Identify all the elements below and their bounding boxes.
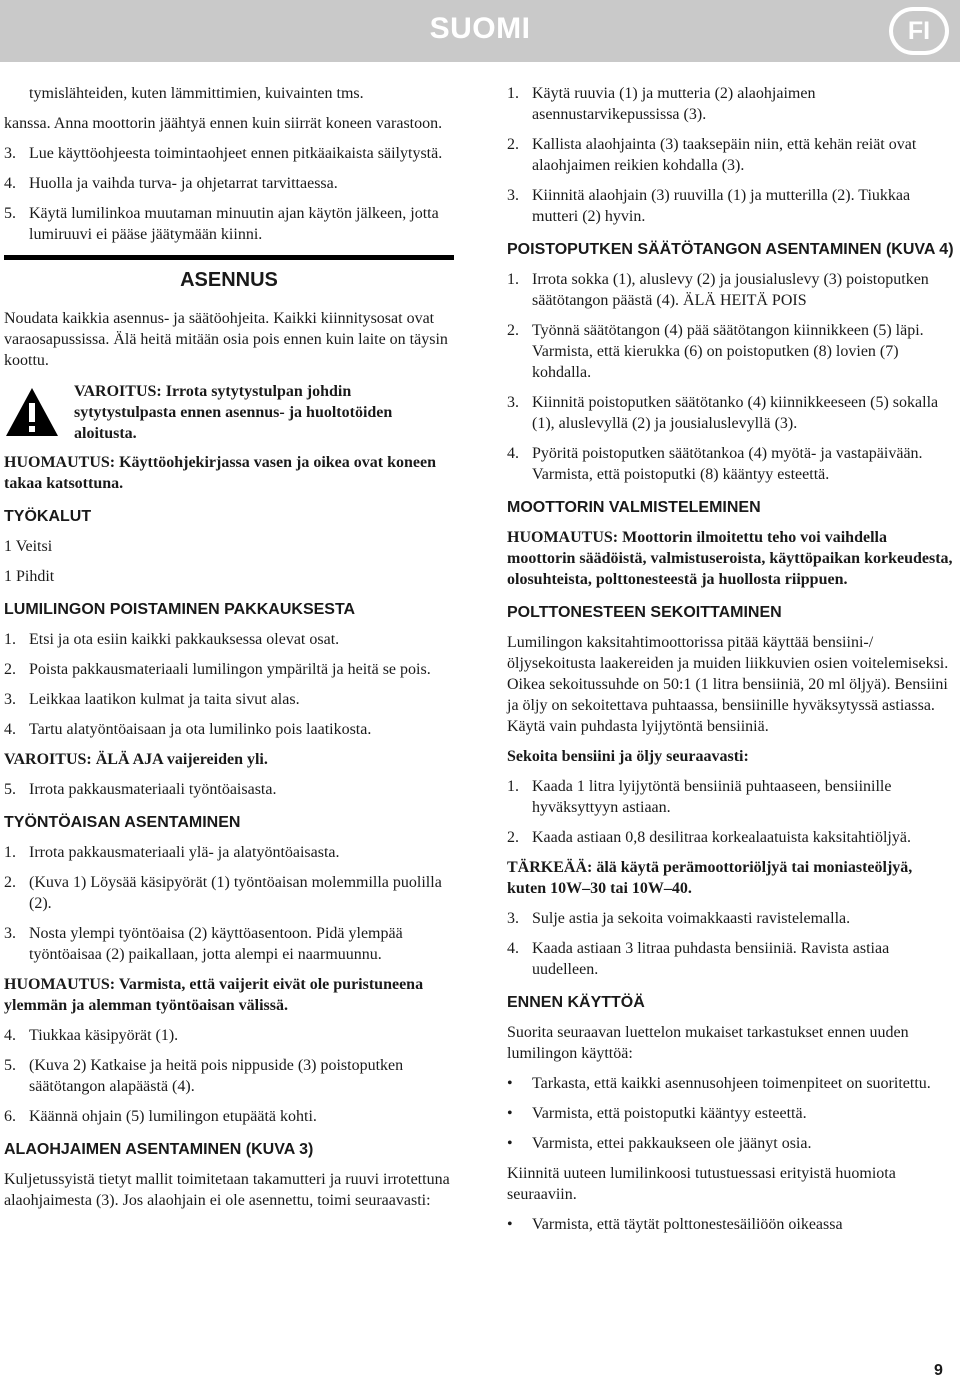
list-item (507, 185, 955, 227)
list-item (507, 269, 955, 311)
list-item (4, 143, 454, 164)
item-text: Etsi ja ota esiin kaikki pakkauksessa olevat osat. (29, 631, 340, 648)
unpack-warning: VAROITUS: ÄLÄ AJA vaijereiden yli. (4, 751, 268, 768)
fuel-text: Lumilingon kaksitahtimoottorissa pitää käyttää bensiini-/öljysekoitusta laakereiden ja muiden liikkuvien osien voitelemiseksi. Oikea sekoitussuhde on 50:1 (1 litra bensiiniä, 20 ml öljyä). Bensiini ja öljy on sekoitettava puhtaassa, bensiinille hyväksytyssä astiassa. Käytä vain puhdasta lyijytöntä bensiiniä. (507, 634, 949, 735)
list-item (4, 779, 454, 800)
list-item (507, 908, 955, 929)
bullet-text: Varmista, että täytät polttonestesäiliöön oikeassa (532, 1216, 843, 1233)
item-number: 1. (507, 778, 519, 795)
mix-heading: Sekoita bensiini ja öljy seuraavasti: (507, 748, 749, 765)
fuel-heading: POLTTONESTEEN SEKOITTAMINEN (507, 604, 782, 621)
item-text: Sulje astia ja sekoita voimakkaasti ravistelemalla. (532, 910, 851, 927)
item-text: Työnnä säätötangon (4) pää säätötangon kiinnikkeen (5) läpi. Varmista, että kierukka (6) on poistoputken (8) lovien (7) kohdalla. (532, 322, 924, 381)
item-text: Kiinnitä poistoputken säätötanko (4) kiinnikkeeseen (5) sokalla (1), aluslevyllä (2) ja jousialuslevyllä (3). (532, 394, 939, 432)
page-header (0, 0, 960, 62)
skid-text: Kuljetussyistä tietyt mallit toimitetaan takamutteri ja ruuvi irrotettuna alaohjaimesta (3). Jos alaohjain ei ole asennettu, toimi seuraavasti: (4, 1171, 450, 1209)
language-badge: FI (893, 11, 945, 51)
item-number: 3. (4, 925, 16, 942)
unpack-heading: LUMILINGON POISTAMINEN PAKKAUKSESTA (4, 601, 356, 618)
item-number: 4. (4, 175, 16, 192)
page-number: 9 (934, 1362, 943, 1379)
tool-item: 1 Veitsi (4, 538, 53, 555)
item-number: 3. (507, 394, 519, 411)
item-text: Käytä ruuvia (1) ja mutteria (2) alaohjaimen asennustarvikepussissa (3). (532, 85, 816, 123)
assembly-text: Noudata kaikkia asennus- ja säätöohjeita. Kaikki kiinnitysosat ovat varaosapussissa. Älä heitä mitään osia pois ennen kuin laite on täysin koottu. (4, 310, 448, 369)
item-number: 1. (507, 85, 519, 102)
intro-text-2: kanssa. Anna moottorin jäähtyä ennen kuin siirrät koneen varastoon. (4, 115, 443, 132)
item-text: Kaada 1 litra lyijytöntä bensiiniä puhtaaseen, bensiinille hyväksyttyyn astiaan. (532, 778, 892, 816)
item-text: Käytä lumilinkoa muutaman minuutin ajan käytön jälkeen, jotta lumiruuvi ei pääse jäätymään kiinni. (29, 205, 439, 243)
left-column (4, 83, 454, 1220)
item-number: 4. (507, 445, 519, 462)
warning-triangle-icon (4, 386, 60, 438)
item-text: Irrota pakkausmateriaali työntöaisasta. (29, 781, 277, 798)
item-text: Tiukkaa käsipyörät (1). (29, 1027, 179, 1044)
bullet-item (507, 1103, 955, 1124)
item-text: Lue käyttöohjeesta toimintaohjeet ennen pitkäaikaista säilytystä. (29, 145, 443, 162)
list-item (507, 938, 955, 980)
item-text: Huolla ja vaihda turva- ja ohjetarrat tarvittaessa. (29, 175, 338, 192)
intro-line-2 (4, 113, 454, 134)
item-number: 2. (507, 829, 519, 846)
list-item (4, 1106, 454, 1127)
language-title: SUOMI (429, 12, 531, 45)
item-text: Poista pakkausmateriaali lumilingon ympäriltä ja heitä se pois. (29, 661, 431, 678)
warning-block (4, 381, 454, 444)
list-item (507, 320, 955, 383)
engine-heading: MOOTTORIN VALMISTELEMINEN (507, 499, 761, 516)
item-text: Irrota sokka (1), aluslevy (2) ja jousialuslevy (3) poistoputken säätötangon päästä (4). ÄLÄ HEITÄ POIS (532, 271, 929, 309)
list-item (4, 689, 454, 710)
item-text: Irrota pakkausmateriaali ylä- ja alatyöntöaisasta. (29, 844, 340, 861)
item-text: (Kuva 1) Löysää käsipyörät (1) työntöaisan molemmilla puolilla (2). (29, 874, 442, 912)
item-text: Pyöritä poistoputken säätötankoa (4) myötä- ja vastapäivään. Varmista, että poistoputki (8) kääntyy esteettä. (532, 445, 923, 483)
item-number: 1. (4, 844, 16, 861)
handle-note: HUOMAUTUS: Varmista, että vaijerit eivät ole puristuneena ylemmän ja alemman työntöaisan välissä. (4, 976, 424, 1014)
item-text: (Kuva 2) Katkaise ja heitä pois nippuside (3) poistoputken säätötangon alapäästä (4). (29, 1057, 404, 1095)
item-number: 2. (507, 322, 519, 339)
item-text: Leikkaa laatikon kulmat ja taita sivut alas. (29, 691, 300, 708)
bullet-icon: • (507, 1135, 513, 1152)
list-item (4, 1025, 454, 1046)
list-item (507, 443, 955, 485)
section-title-assembly: ASENNUS (180, 269, 278, 291)
item-text: Kaada astiaan 3 litraa puhdasta bensiiniä. Ravista astiaa uudelleen. (532, 940, 890, 978)
bullet-text: Varmista, että poistoputki kääntyy esteettä. (532, 1105, 807, 1122)
handle-heading: TYÖNTÖAISAN ASENTAMINEN (4, 814, 241, 831)
item-number: 4. (4, 721, 16, 738)
list-item (507, 776, 955, 818)
intro-line-1: tymislähteiden, kuten lämmittimien, kuivainten tms. (29, 85, 364, 102)
item-text: Kiinnitä alaohjain (3) ruuvilla (1) ja mutterilla (2). Tiukkaa mutteri (2) hyvin. (532, 187, 911, 225)
bullet-text: Varmista, ettei pakkaukseen ole jäänyt osia. (532, 1135, 812, 1152)
before-use-note: Kiinnitä uuteen lumilinkoosi tutustuessasi erityistä huomiota seuraaviin. (507, 1165, 896, 1203)
warning-text: VAROITUS: Irrota sytytystulpan johdin sytytystulpasta ennen asennus- ja huoltotöiden aloitusta. (74, 383, 393, 442)
item-number: 1. (4, 631, 16, 648)
bullet-icon: • (507, 1075, 513, 1092)
skid-heading: ALAOHJAIMEN ASENTAMINEN (KUVA 3) (4, 1141, 314, 1158)
before-use-intro: Suorita seuraavan luettelon mukaiset tarkastukset ennen uuden lumilingon käyttöä: (507, 1024, 909, 1062)
important-note: TÄRKEÄÄ: älä käytä perämoottoriöljyä tai moniasteöljyä, kuten 10W–30 tai 10W–40. (507, 859, 913, 897)
list-item (4, 923, 454, 965)
item-number: 3. (507, 187, 519, 204)
item-number: 4. (507, 940, 519, 957)
item-number: 2. (507, 136, 519, 153)
list-item (4, 719, 454, 740)
right-column (507, 83, 955, 1244)
note-text: HUOMAUTUS: Käyttöohjekirjassa vasen ja oikea ovat koneen takaa katsottuna. (4, 454, 436, 492)
list-item (4, 842, 454, 863)
tool-item: 1 Pihdit (4, 568, 55, 585)
item-number: 3. (4, 691, 16, 708)
item-number: 1. (507, 271, 519, 288)
bullet-icon: • (507, 1105, 513, 1122)
chute-heading: POISTOPUTKEN SÄÄTÖTANGON ASENTAMINEN (KUVA 4) (507, 241, 954, 258)
before-use-heading: ENNEN KÄYTTÖÄ (507, 994, 645, 1011)
item-number: 3. (4, 145, 16, 162)
item-text: Nosta ylempi työntöaisa (2) käyttöasentoon. Pidä ylempää työntöaisaa (2) paikallaan, jotta alempi ei naarmuunnu. (29, 925, 403, 963)
bullet-item (507, 1073, 955, 1094)
section-divider (4, 255, 454, 260)
item-text: Kallista alaohjainta (3) taaksepäin niin, että kehän reiät ovat alaohjaimen reikien kohdalla (3). (532, 136, 917, 174)
list-item (4, 629, 454, 650)
item-number: 4. (4, 1027, 16, 1044)
item-number: 5. (4, 205, 16, 222)
list-item (4, 203, 454, 245)
list-item (507, 134, 955, 176)
list-item (4, 659, 454, 680)
item-text: Tartu alatyöntöaisaan ja ota lumilinko pois laatikosta. (29, 721, 372, 738)
item-text: Kaada astiaan 0,8 desilitraa korkealaatuista kaksitahtiöljyä. (532, 829, 911, 846)
bullet-icon: • (507, 1216, 513, 1233)
list-item (507, 392, 955, 434)
engine-note: HUOMAUTUS: Moottorin ilmoitettu teho voi vaihdella moottorin säädöistä, valmistuseroista, käyttöpaikan korkeudesta, olosuhteista, polttonesteestä ja huollosta riippuen. (507, 529, 953, 588)
item-number: 5. (4, 781, 16, 798)
list-item (507, 83, 955, 125)
item-number: 3. (507, 910, 519, 927)
item-number: 5. (4, 1057, 16, 1074)
list-item (4, 872, 454, 914)
bullet-item (507, 1133, 955, 1154)
list-item (4, 173, 454, 194)
item-number: 2. (4, 874, 16, 891)
item-text: Käännä ohjain (5) lumilingon etupäätä kohti. (29, 1108, 317, 1125)
bullet-text: Tarkasta, että kaikki asennusohjeen toimenpiteet on suoritettu. (532, 1075, 931, 1092)
list-item (507, 827, 955, 848)
item-number: 2. (4, 661, 16, 678)
bullet-item (507, 1214, 955, 1235)
list-item (4, 1055, 454, 1097)
tools-heading: TYÖKALUT (4, 508, 92, 525)
item-number: 6. (4, 1108, 16, 1125)
